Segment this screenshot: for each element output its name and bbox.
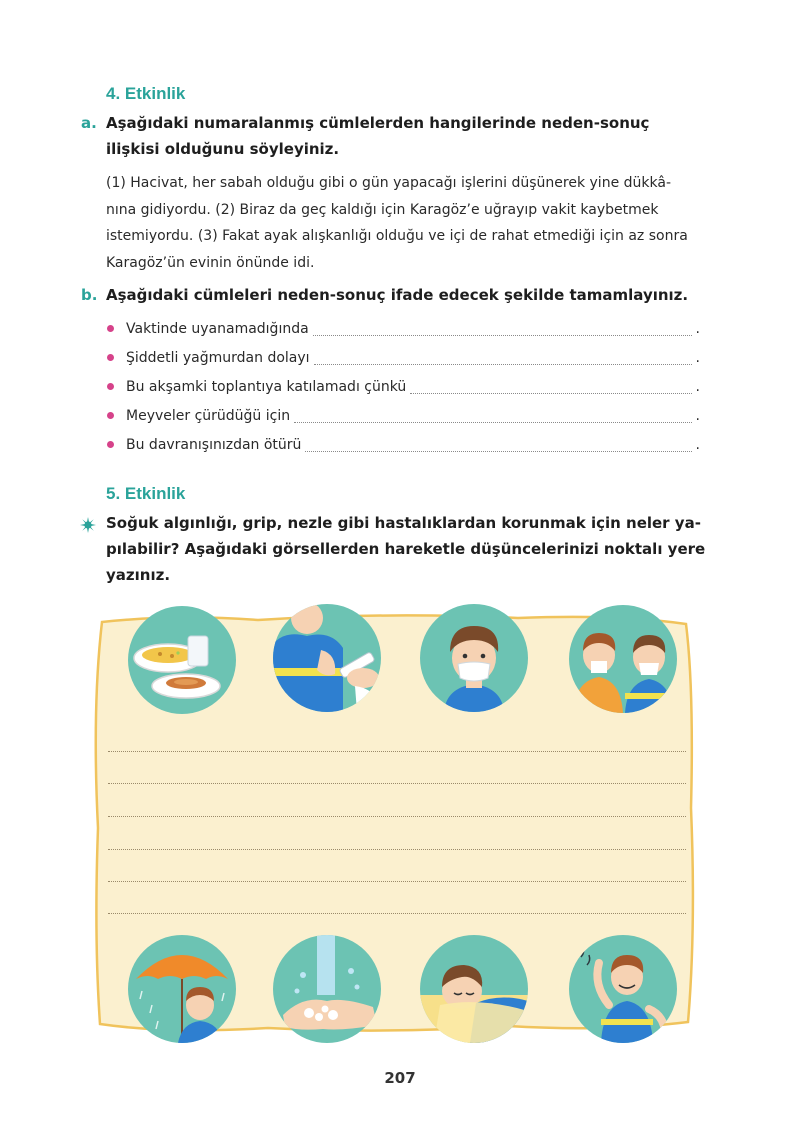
end-mark: . <box>695 320 700 337</box>
list-item <box>106 372 700 401</box>
list-item <box>106 430 700 459</box>
answer-blank[interactable] <box>313 322 692 336</box>
list-item <box>106 343 700 372</box>
paragraph-line: (1) Hacivat, her sabah olduğu gibi o gün yapacağı işlerini düşünerek yine dükkâ- <box>106 175 671 191</box>
sentence-start: Bu akşamki toplantıya katılamadı çünkü <box>126 378 407 395</box>
writing-line[interactable] <box>108 816 686 817</box>
answer-blank[interactable] <box>314 351 692 365</box>
paragraph-line: Karagöz’ün evinin önünde idi. <box>106 254 315 271</box>
sentence-start: Bu davranışınızdan ötürü <box>126 436 302 453</box>
page-number: 207 <box>384 1069 416 1087</box>
question-line: Soğuk algınlığı, grip, nezle gibi hastalıklardan korunmak için neler ya- <box>106 514 701 532</box>
paragraph <box>106 170 702 276</box>
bullet-icon <box>107 441 114 448</box>
question-b-text: Aşağıdaki cümleleri neden-sonuç ifade edecek şekilde tamamlayınız. <box>106 286 689 304</box>
bullet-icon <box>107 354 114 361</box>
end-mark: . <box>695 349 700 366</box>
sleeping-child-icon <box>420 935 528 1043</box>
question-line: pılabilir? Aşağıdaki görsellerden hareketle düşüncelerinizi noktalı yere <box>106 540 706 558</box>
soup-and-food-icon <box>128 606 236 714</box>
writing-line[interactable] <box>108 783 686 784</box>
writing-line[interactable] <box>108 913 686 914</box>
vaccine-icon <box>273 604 381 712</box>
paragraph-line: nına gidiyordu. (2) Biraz da geç kaldığı için Karagöz’e uğrayıp vakit kaybetmek <box>106 201 659 218</box>
completion-list <box>106 314 700 459</box>
end-mark: . <box>695 436 700 453</box>
question-a-letter: a. <box>81 114 97 132</box>
bullet-icon <box>107 325 114 332</box>
question-5-text <box>106 510 706 588</box>
activity-5-title: 5. Etkinlik <box>106 484 186 503</box>
starburst-icon <box>80 517 96 533</box>
list-item <box>106 314 700 343</box>
sentence-start: Meyveler çürüdüğü için <box>126 407 291 424</box>
bullet-icon <box>107 383 114 390</box>
question-a-text: Aşağıdaki numaralanmış cümlelerden hangilerinde neden-sonuç ilişkisi olduğunu söyleyiniz. <box>106 114 650 158</box>
face-mask-icon <box>420 604 528 712</box>
writing-line[interactable] <box>108 751 686 752</box>
writing-line[interactable] <box>108 881 686 882</box>
sentence-start: Şiddetli yağmurdan dolayı <box>126 349 310 366</box>
question-line: yazınız. <box>106 566 171 584</box>
writing-line[interactable] <box>108 849 686 850</box>
activity-4-title: 4. Etkinlik <box>106 84 186 103</box>
answer-blank[interactable] <box>305 438 691 452</box>
end-mark: . <box>695 407 700 424</box>
paragraph-line: istemiyordu. (3) Fakat ayak alışkanlığı olduğu ve içi de rahat etmediği için az sonra <box>106 228 688 244</box>
answer-blank[interactable] <box>294 409 691 423</box>
sneeze-icon <box>569 605 677 713</box>
question-b-letter: b. <box>81 286 98 304</box>
sentence-start: Vaktinde uyanamadığında <box>126 320 309 337</box>
end-mark: . <box>695 378 700 395</box>
answer-blank[interactable] <box>410 380 691 394</box>
hand-washing-icon <box>273 935 381 1043</box>
umbrella-rain-icon <box>128 935 236 1043</box>
bullet-icon <box>107 412 114 419</box>
list-item <box>106 401 700 430</box>
exercise-icon <box>569 935 677 1043</box>
